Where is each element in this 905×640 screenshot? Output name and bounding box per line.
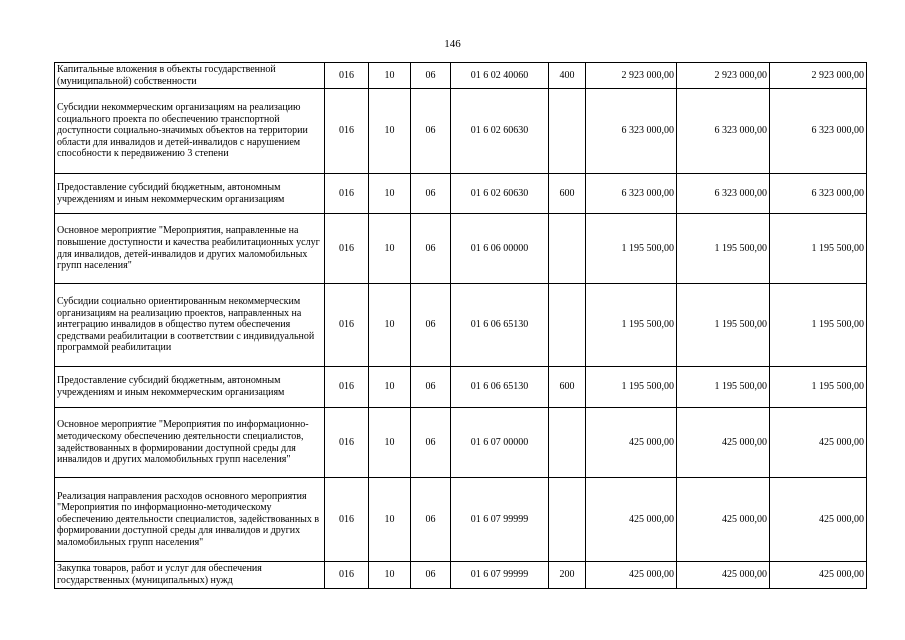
amount-2: 6 323 000,00 bbox=[677, 89, 770, 174]
amount-3: 1 195 500,00 bbox=[770, 284, 867, 367]
target-code: 01 6 07 99999 bbox=[451, 562, 549, 589]
subsection-code: 06 bbox=[411, 367, 451, 408]
table-row bbox=[55, 367, 867, 408]
subsection-code: 06 bbox=[411, 89, 451, 174]
expense-type-code bbox=[549, 478, 586, 562]
amount-1: 425 000,00 bbox=[586, 478, 677, 562]
row-name: Основное мероприятие "Мероприятия, направленные на повышение доступности и качества реабилитационных услуг для инвалидов, детей-инвалидов и других маломобильных групп населения" bbox=[55, 214, 325, 284]
row-name: Капитальные вложения в объекты государственной (муниципальной) собственности bbox=[55, 63, 325, 89]
amount-1: 2 923 000,00 bbox=[586, 63, 677, 89]
amount-2: 1 195 500,00 bbox=[677, 284, 770, 367]
budget-table bbox=[54, 62, 867, 589]
amount-3: 6 323 000,00 bbox=[770, 89, 867, 174]
amount-1: 1 195 500,00 bbox=[586, 367, 677, 408]
ministry-code: 016 bbox=[325, 367, 369, 408]
target-code: 01 6 06 65130 bbox=[451, 367, 549, 408]
ministry-code: 016 bbox=[325, 214, 369, 284]
amount-2: 425 000,00 bbox=[677, 408, 770, 478]
row-name: Закупка товаров, работ и услуг для обеспечения государственных (муниципальных) нужд bbox=[55, 562, 325, 589]
amount-1: 425 000,00 bbox=[586, 562, 677, 589]
target-code: 01 6 02 60630 bbox=[451, 174, 549, 214]
expense-type-code bbox=[549, 214, 586, 284]
section-code: 10 bbox=[369, 408, 411, 478]
amount-1: 1 195 500,00 bbox=[586, 284, 677, 367]
amount-3: 425 000,00 bbox=[770, 478, 867, 562]
amount-1: 6 323 000,00 bbox=[586, 174, 677, 214]
target-code: 01 6 07 00000 bbox=[451, 408, 549, 478]
section-code: 10 bbox=[369, 89, 411, 174]
ministry-code: 016 bbox=[325, 408, 369, 478]
target-code: 01 6 02 40060 bbox=[451, 63, 549, 89]
ministry-code: 016 bbox=[325, 89, 369, 174]
subsection-code: 06 bbox=[411, 408, 451, 478]
section-code: 10 bbox=[369, 367, 411, 408]
expense-type-code bbox=[549, 89, 586, 174]
subsection-code: 06 bbox=[411, 284, 451, 367]
row-name: Предоставление субсидий бюджетным, автономным учреждениям и иным некоммерческим организациям bbox=[55, 367, 325, 408]
subsection-code: 06 bbox=[411, 174, 451, 214]
amount-1: 1 195 500,00 bbox=[586, 214, 677, 284]
section-code: 10 bbox=[369, 63, 411, 89]
expense-type-code: 600 bbox=[549, 367, 586, 408]
amount-3: 6 323 000,00 bbox=[770, 174, 867, 214]
section-code: 10 bbox=[369, 174, 411, 214]
expense-type-code: 600 bbox=[549, 174, 586, 214]
target-code: 01 6 02 60630 bbox=[451, 89, 549, 174]
subsection-code: 06 bbox=[411, 63, 451, 89]
row-name: Основное мероприятие "Мероприятия по информационно-методическому обеспечению деятельности специалистов, задействованных в формировании доступной среды для инвалидов и других маломобильных групп населения" bbox=[55, 408, 325, 478]
ministry-code: 016 bbox=[325, 478, 369, 562]
expense-type-code: 400 bbox=[549, 63, 586, 89]
row-name: Субсидии социально ориентированным некоммерческим организациям на реализацию проектов, направленных на интеграцию инвалидов в общество путем обеспечения средствами реабилитации в соответствии с индивидуальной программой реабилитации bbox=[55, 284, 325, 367]
table-row bbox=[55, 408, 867, 478]
expense-type-code bbox=[549, 408, 586, 478]
amount-3: 1 195 500,00 bbox=[770, 214, 867, 284]
target-code: 01 6 07 99999 bbox=[451, 478, 549, 562]
ministry-code: 016 bbox=[325, 562, 369, 589]
amount-2: 425 000,00 bbox=[677, 562, 770, 589]
section-code: 10 bbox=[369, 284, 411, 367]
expense-type-code bbox=[549, 284, 586, 367]
row-name: Субсидии некоммерческим организациям на реализацию социального проекта по обеспечению транспортной доступности социально-значимых объектов на территории области для инвалидов и детей-инвалидов с нарушением способности к передвижению 3 степени bbox=[55, 89, 325, 174]
expense-type-code: 200 bbox=[549, 562, 586, 589]
amount-3: 2 923 000,00 bbox=[770, 63, 867, 89]
table-row bbox=[55, 284, 867, 367]
table-row bbox=[55, 63, 867, 89]
target-code: 01 6 06 65130 bbox=[451, 284, 549, 367]
page-number: 146 bbox=[444, 38, 461, 50]
ministry-code: 016 bbox=[325, 63, 369, 89]
section-code: 10 bbox=[369, 562, 411, 589]
amount-1: 425 000,00 bbox=[586, 408, 677, 478]
target-code: 01 6 06 00000 bbox=[451, 214, 549, 284]
section-code: 10 bbox=[369, 478, 411, 562]
amount-3: 1 195 500,00 bbox=[770, 367, 867, 408]
subsection-code: 06 bbox=[411, 214, 451, 284]
amount-3: 425 000,00 bbox=[770, 408, 867, 478]
amount-1: 6 323 000,00 bbox=[586, 89, 677, 174]
ministry-code: 016 bbox=[325, 174, 369, 214]
table-row bbox=[55, 214, 867, 284]
ministry-code: 016 bbox=[325, 284, 369, 367]
amount-2: 6 323 000,00 bbox=[677, 174, 770, 214]
row-name: Предоставление субсидий бюджетным, автономным учреждениям и иным некоммерческим организациям bbox=[55, 174, 325, 214]
amount-3: 425 000,00 bbox=[770, 562, 867, 589]
section-code: 10 bbox=[369, 214, 411, 284]
row-name: Реализация направления расходов основного мероприятия "Мероприятия по информационно-методическому обеспечению деятельности специалистов, задействованных в формировании доступной среды для инвалидов и других маломобильных групп населения" bbox=[55, 478, 325, 562]
subsection-code: 06 bbox=[411, 478, 451, 562]
amount-2: 1 195 500,00 bbox=[677, 214, 770, 284]
table-row bbox=[55, 478, 867, 562]
table-row bbox=[55, 174, 867, 214]
amount-2: 2 923 000,00 bbox=[677, 63, 770, 89]
table-row bbox=[55, 89, 867, 174]
table-row bbox=[55, 562, 867, 589]
amount-2: 1 195 500,00 bbox=[677, 367, 770, 408]
amount-2: 425 000,00 bbox=[677, 478, 770, 562]
subsection-code: 06 bbox=[411, 562, 451, 589]
